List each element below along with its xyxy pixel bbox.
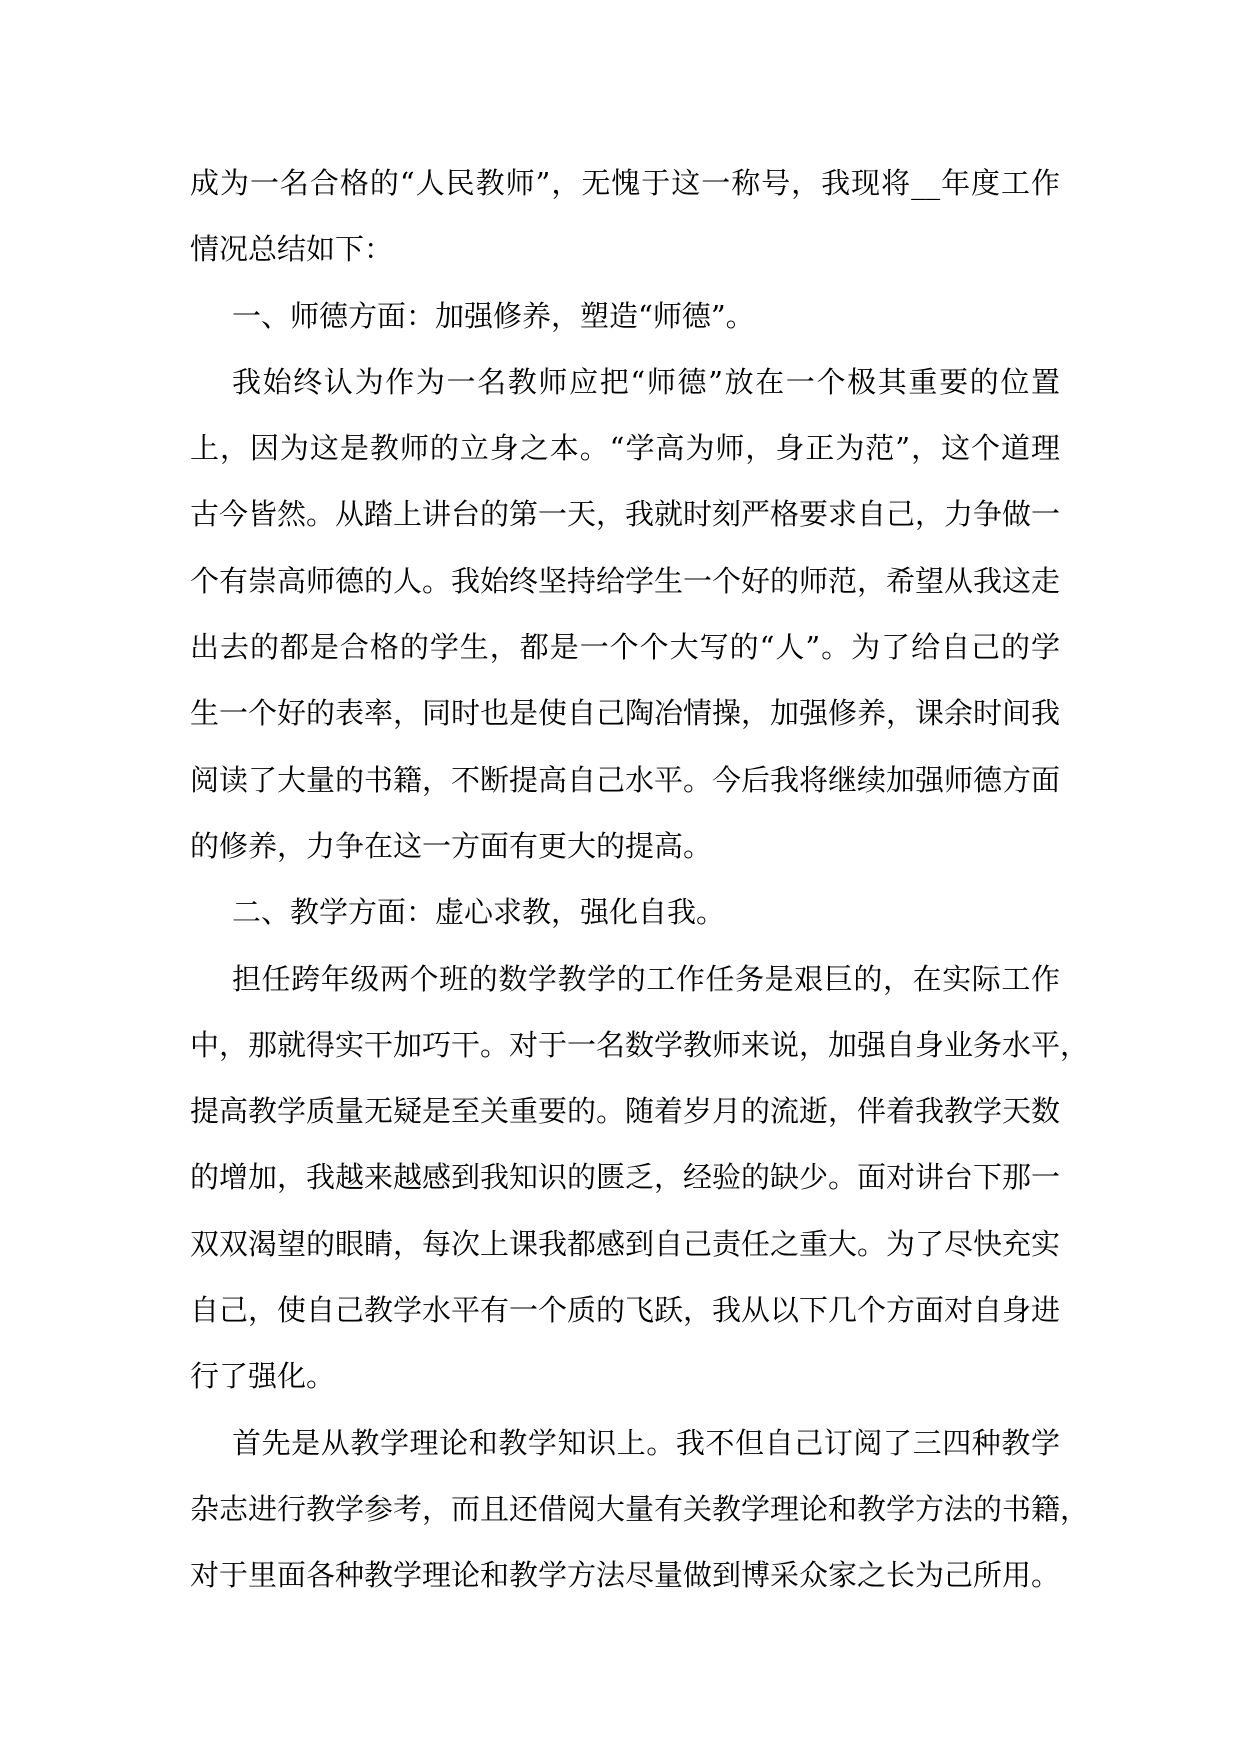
text-line: 的增加，我越来越感到我知识的匮乏，经验的缺少。面对讲台下那一 bbox=[190, 1160, 1061, 1195]
text-line: 中，那就得实干加巧干。对于一名数学教师来说，加强自身业务水平， bbox=[190, 1027, 1090, 1062]
text-line: 双双渴望的眼睛，每次上课我都感到自己责任之重大。为了尽快充实 bbox=[190, 1226, 1061, 1261]
text-line: 上，因为这是教师的立身之本。“学高为师，身正为范”，这个道理 bbox=[190, 431, 1060, 466]
text-line: 生一个好的表率，同时也是使自己陶冶情操，加强修养，课余时间我 bbox=[190, 696, 1061, 731]
text-line: 担任跨年级两个班的数学教学的工作任务是艰巨的，在实际工作 bbox=[232, 961, 1060, 996]
text-line: 情况总结如下： bbox=[190, 232, 394, 267]
text-line: 对于里面各种教学理论和教学方法尽量做到博采众家之长为己所用。 bbox=[190, 1558, 1061, 1593]
text-line: 个有崇高师德的人。我始终坚持给学生一个好的师范，希望从我这走 bbox=[190, 563, 1061, 598]
text-line: 自己，使自己教学水平有一个质的飞跃，我从以下几个方面对自身进 bbox=[190, 1293, 1061, 1328]
text-line: 的修养，力争在这一方面有更大的提高。 bbox=[190, 828, 713, 863]
body-text bbox=[190, 150, 1090, 1609]
text-line: 提高教学质量无疑是至关重要的。随着岁月的流逝，伴着我教学天数 bbox=[190, 1094, 1061, 1129]
text-line: 成为一名合格的“人民教师”，无愧于这一称号，我现将__年度工作 bbox=[190, 166, 1060, 200]
text-line: 阅读了大量的书籍，不断提高自己水平。今后我将继续加强师德方面 bbox=[190, 762, 1061, 797]
text-line: 首先是从教学理论和教学知识上。我不但自己订阅了三四种教学 bbox=[232, 1425, 1060, 1460]
text-line: 古今皆然。从踏上讲台的第一天，我就时刻严格要求自己，力争做一 bbox=[190, 497, 1061, 532]
text-line: 杂志进行教学参考，而且还借阅大量有关教学理论和教学方法的书籍， bbox=[190, 1491, 1090, 1526]
text-line: 出去的都是合格的学生，都是一个个大写的“人”。为了给自己的学 bbox=[190, 630, 1060, 665]
text-line: 行了强化。 bbox=[190, 1359, 336, 1394]
section-heading: 二、教学方面：虚心求教，强化自我。 bbox=[232, 895, 726, 930]
section-heading: 一、师德方面：加强修养，塑造“师德”。 bbox=[232, 298, 755, 333]
text-line: 我始终认为作为一名教师应把“师德”放在一个极其重要的位置 bbox=[232, 364, 1060, 399]
